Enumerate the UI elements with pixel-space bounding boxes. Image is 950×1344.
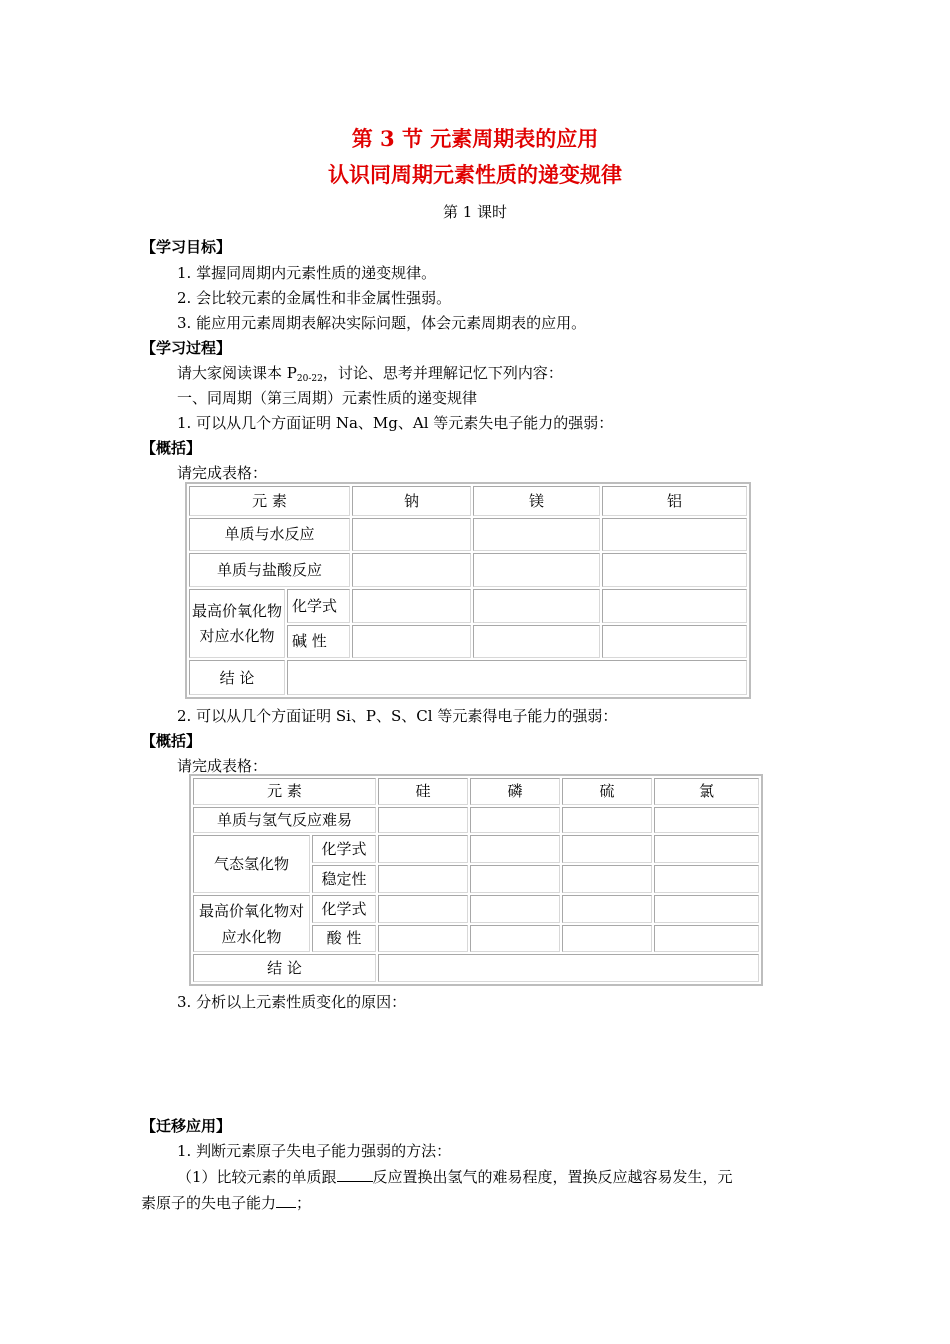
answer-cell[interactable] — [378, 925, 468, 953]
sub-formula: 化学式 — [287, 589, 350, 623]
fill-blank[interactable] — [337, 1180, 373, 1182]
answer-cell[interactable] — [473, 553, 600, 587]
answer-cell[interactable] — [470, 925, 560, 953]
row-conclusion: 结 论 — [193, 954, 376, 982]
application-item-1: 1. 判断元素原子失电子能力强弱的方法： — [177, 1142, 452, 1160]
answer-cell[interactable] — [562, 895, 652, 923]
metal-properties-table — [185, 482, 751, 699]
sub-basicity: 碱 性 — [287, 625, 350, 659]
answer-cell[interactable] — [352, 553, 471, 587]
conclusion-cell[interactable] — [378, 954, 759, 982]
goal-item: 1. 掌握同周期内元素性质的递变规律。 — [177, 264, 437, 282]
application-item-1-1: （1）比较元素的单质跟 反应置换出氢气的难易程度，置换反应越容易发生，元 — [177, 1168, 733, 1186]
header-element: 元 素 — [189, 486, 350, 516]
complete-table-prompt: 请完成表格： — [177, 464, 268, 482]
sub-formula: 化学式 — [312, 895, 376, 923]
process-heading: 【学习过程】 — [141, 339, 232, 357]
page-subtitle: 认识同周期元素性质的递变规律 — [328, 162, 622, 187]
section-one: 一、同周期（第三周期）元素性质的递变规律 — [177, 389, 478, 407]
answer-cell[interactable] — [602, 589, 747, 623]
nonmetal-properties-table — [189, 774, 763, 986]
answer-cell[interactable] — [602, 625, 747, 659]
answer-cell[interactable] — [562, 835, 652, 863]
question-2: 2. 可以从几个方面证明 Si、P、S、Cl 等元素得电子能力的强弱： — [177, 707, 618, 725]
answer-cell[interactable] — [654, 865, 759, 893]
goals-heading: 【学习目标】 — [141, 238, 232, 256]
header-al: 铝 — [602, 486, 747, 516]
question-1: 1. 可以从几个方面证明 Na、Mg、Al 等元素失电子能力的强弱： — [177, 414, 614, 432]
answer-cell[interactable] — [562, 925, 652, 953]
answer-cell[interactable] — [470, 865, 560, 893]
answer-cell[interactable] — [654, 807, 759, 834]
answer-cell[interactable] — [470, 807, 560, 834]
application-item-1-1-cont: 素原子的失电子能力 ； — [141, 1194, 312, 1212]
sub-stability: 稳定性 — [312, 865, 376, 893]
answer-cell[interactable] — [473, 625, 600, 659]
answer-cell[interactable] — [473, 589, 600, 623]
sub-acidity: 酸 性 — [312, 925, 376, 953]
answer-cell[interactable] — [602, 553, 747, 587]
row-oxide-hydrate: 最高价氧化物对 应水化物 — [193, 895, 310, 952]
row-hydrogen-reaction: 单质与氢气反应难易 — [193, 807, 376, 834]
answer-cell[interactable] — [654, 835, 759, 863]
answer-cell[interactable] — [470, 895, 560, 923]
page-title: 第 3 节 元素周期表的应用 — [351, 126, 599, 151]
answer-cell[interactable] — [352, 518, 471, 552]
answer-cell[interactable] — [654, 895, 759, 923]
header-cl: 氯 — [654, 778, 759, 805]
header-si: 硅 — [378, 778, 468, 805]
header-p: 磷 — [470, 778, 560, 805]
row-oxide-hydrate: 最高价氧化物 对应水化物 — [189, 589, 285, 658]
answer-cell[interactable] — [378, 807, 468, 834]
sub-formula: 化学式 — [312, 835, 376, 863]
row-gaseous-hydride: 气态氢化物 — [193, 835, 310, 892]
goal-item: 2. 会比较元素的金属性和非金属性强弱。 — [177, 289, 452, 307]
lesson-label: 第 1 课时 — [442, 203, 508, 221]
complete-table-prompt: 请完成表格： — [177, 757, 268, 775]
process-intro: 请大家阅读课本 $P_{20-22}$，讨论、思考并理解记忆下列内容： — [177, 364, 563, 384]
answer-cell[interactable] — [473, 518, 600, 552]
answer-cell[interactable] — [352, 625, 471, 659]
application-heading: 【迁移应用】 — [141, 1117, 232, 1135]
header-element: 元 素 — [193, 778, 376, 805]
fill-blank[interactable] — [276, 1206, 296, 1208]
answer-cell[interactable] — [562, 807, 652, 834]
row-water-reaction: 单质与水反应 — [189, 518, 350, 552]
goal-item: 3. 能应用元素周期表解决实际问题，体会元素周期表的应用。 — [177, 314, 587, 332]
row-acid-reaction: 单质与盐酸反应 — [189, 553, 350, 587]
answer-cell[interactable] — [352, 589, 471, 623]
question-3: 3. 分析以上元素性质变化的原因： — [177, 993, 407, 1011]
answer-cell[interactable] — [378, 835, 468, 863]
answer-cell[interactable] — [378, 865, 468, 893]
summary-heading: 【概括】 — [141, 439, 202, 457]
answer-cell[interactable] — [602, 518, 747, 552]
conclusion-cell[interactable] — [287, 660, 747, 695]
header-s: 硫 — [562, 778, 652, 805]
answer-cell[interactable] — [470, 835, 560, 863]
answer-cell[interactable] — [562, 865, 652, 893]
row-conclusion: 结 论 — [189, 660, 285, 695]
header-mg: 镁 — [473, 486, 600, 516]
answer-cell[interactable] — [378, 895, 468, 923]
answer-cell[interactable] — [654, 925, 759, 953]
summary-heading: 【概括】 — [141, 732, 202, 750]
header-na: 钠 — [352, 486, 471, 516]
